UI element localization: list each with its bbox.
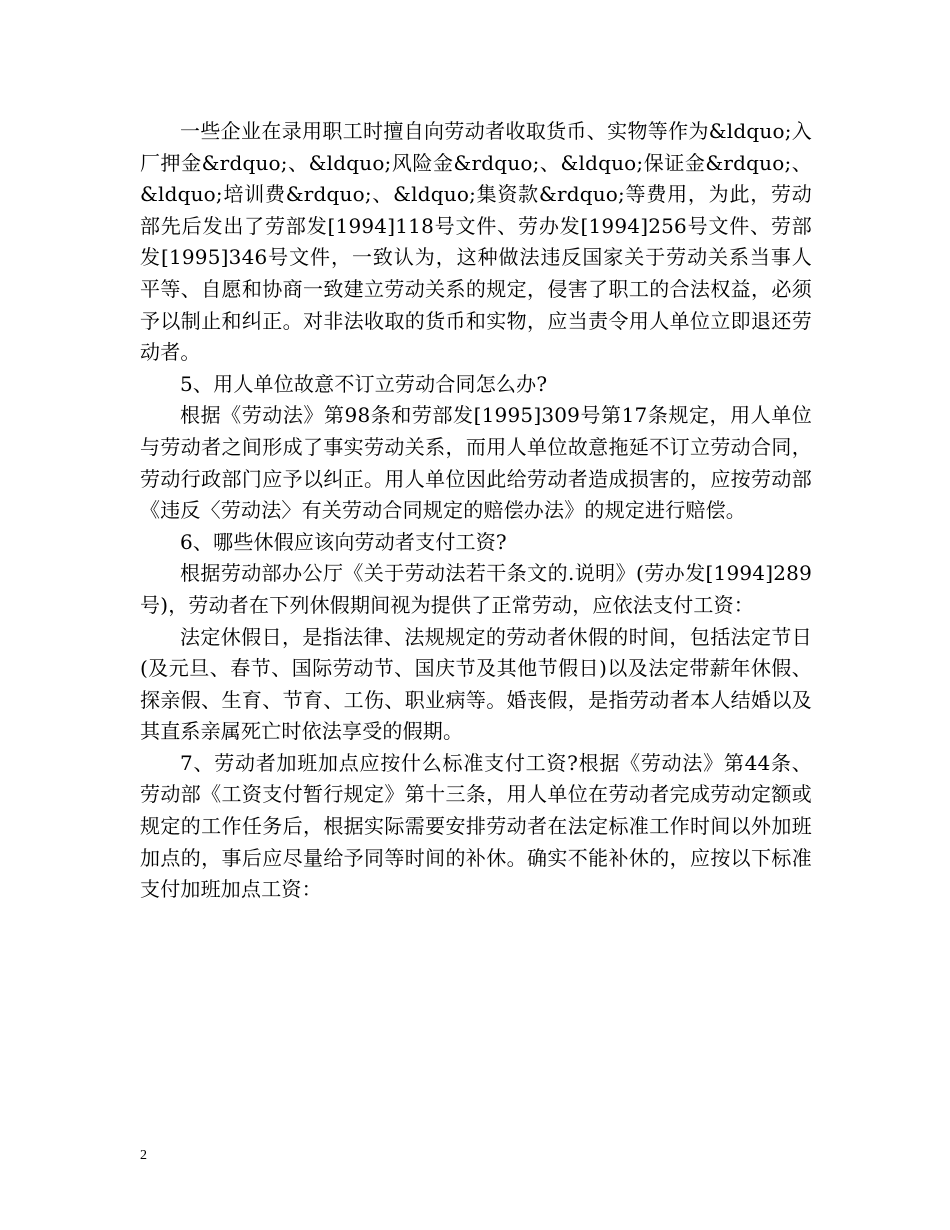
paragraph-answer-5: 根据《劳动法》第98条和劳部发[1995]309号第17条规定，用人单位与劳动者之间形成了事实劳动关系，而用人单位故意拖延不订立劳动合同，劳动行政部门应予以纠正。用人单位因此给劳动者造成损害的，应按劳动部《违反〈劳动法〉有关劳动合同规定的赔偿办法》的规定进行赔偿。 <box>140 403 812 523</box>
page-number: 2 <box>140 1148 147 1163</box>
paragraph-answer-6: 根据劳动部办公厅《关于劳动法若干条文的.说明》(劳办发[1994]289号)，劳动者在下列休假期间视为提供了正常劳动，应依法支付工资： <box>140 561 812 617</box>
paragraph-legal-holidays: 法定休假日，是指法律、法规规定的劳动者休假的时间，包括法定节日(及元旦、春节、国际劳动节、国庆节及其他节假日)以及法定带薪年休假、探亲假、生育、节育、工伤、职业病等。婚丧假，是指劳动者本人结婚以及其直系亲属死亡时依法享受的假期。 <box>140 624 812 744</box>
document-body <box>140 116 812 906</box>
heading-question-6: 6、哪些休假应该向劳动者支付工资? <box>180 529 507 554</box>
heading-question-5: 5、用人单位故意不订立劳动合同怎么办? <box>180 371 548 396</box>
paragraph-question-7: 7、劳动者加班加点应按什么标准支付工资?根据《劳动法》第44条、劳动部《工资支付暂行规定》第十三条，用人单位在劳动者完成劳动定额或规定的工作任务后，根据实际需要安排劳动者在法定标准工作时间以外加班加点的，事后应尽量给予同等时间的补休。确实不能补休的，应按以下标准支付加班加点工资： <box>140 750 812 902</box>
paragraph-deposit-fees: 一些企业在录用职工时擅自向劳动者收取货币、实物等作为&ldquo;入厂押金&rdquo;、&ldquo;风险金&rdquo;、&ldquo;保证金&rdquo;、&ldquo;培训费&rdquo;、&ldquo;集资款&rdquo;等费用，为此，劳动部先后发出了劳部发[1994]118号文件、劳办发[1994]256号文件、劳部发[1995]346号文件，一致认为，这种做法违反国家关于劳动关系当事人平等、自愿和协商一致建立劳动关系的规定，侵害了职工的合法权益，必须予以制止和纠正。对非法收取的货币和实物，应当责令用人单位立即退还劳动者。 <box>140 119 812 365</box>
